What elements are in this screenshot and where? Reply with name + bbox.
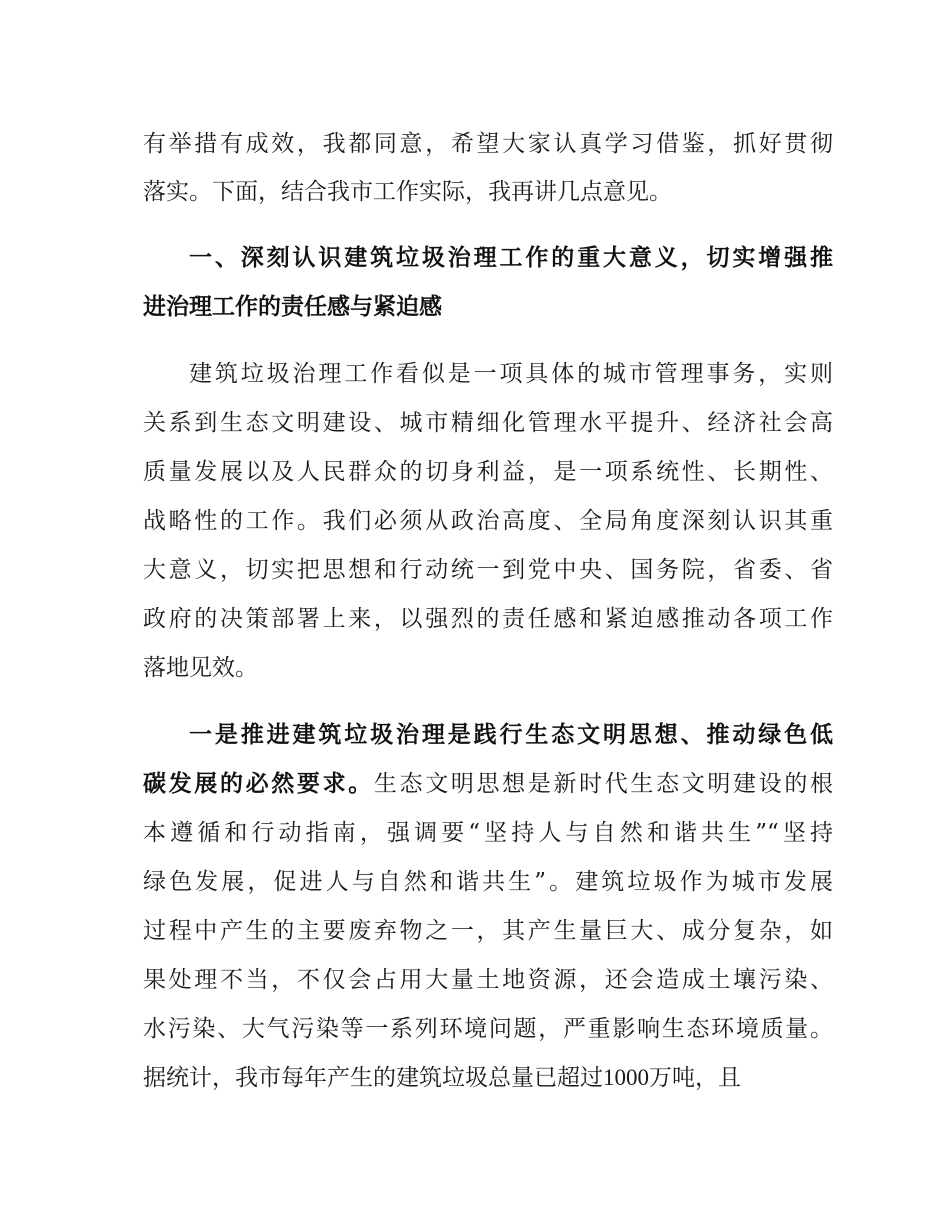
paragraph1-line-5: 大意义，切实把思想和行动统一到党中央、国务院，省委、省 <box>143 557 833 583</box>
paragraph2-line-7: 水污染、大气污染等一系列环境问题，严重影响生态环境质量。 <box>143 1016 833 1042</box>
paragraph1-line-7: 落地见效。 <box>143 655 258 681</box>
paragraph2-line-5: 过程中产生的主要废弃物之一，其产生量巨大、成分复杂，如 <box>143 918 833 944</box>
paragraph1-line-1: 建筑垃圾治理工作看似是一项具体的城市管理事务，实则 <box>189 361 833 387</box>
paragraph2-line-3: 本遵循和行动指南，强调要“坚持人与自然和谐共生”“坚持 <box>143 820 833 846</box>
section-heading-line-1: 一、深刻认识建筑垃圾治理工作的重大意义，切实增强推 <box>189 245 833 271</box>
intro-line-2: 落实。下面，结合我市工作实际，我再讲几点意见。 <box>143 179 672 205</box>
paragraph2-line-8-part-a: 据统计，我市每年产生的建筑垃圾总量已超过 <box>143 1065 603 1091</box>
paragraph1-line-4: 战略性的工作。我们必须从政治高度、全局角度深刻认识其重 <box>143 508 833 534</box>
paragraph2-bold-lead: 碳发展的必然要求。 <box>143 771 374 797</box>
section-heading-line-2: 进治理工作的责任感与紧迫感 <box>143 294 442 320</box>
paragraph1-line-2: 关系到生态文明建设、城市精细化管理水平提升、经济社会高 <box>143 410 833 436</box>
paragraph2-line-4: 绿色发展，促进人与自然和谐共生”。建筑垃圾作为城市发展 <box>143 869 833 895</box>
paragraph2-line-2-rest: 生态文明思想是新时代生态文明建设的根 <box>373 771 834 797</box>
paragraph1-line-3: 质量发展以及人民群众的切身利益，是一项系统性、长期性、 <box>143 459 833 485</box>
paragraph2-bold-line-1: 一是推进建筑垃圾治理是践行生态文明思想、推动绿色低 <box>189 722 833 748</box>
paragraph2-line-8-number: 1000 <box>603 1065 649 1090</box>
paragraph2-line-6: 果处理不当，不仅会占用大量土地资源，还会造成土壤污染、 <box>143 967 833 993</box>
paragraph2-line-2 <box>143 764 833 804</box>
paragraph2-line-8 <box>143 1058 833 1098</box>
paragraph1-line-6: 政府的决策部署上来，以强烈的责任感和紧迫感推动各项工作 <box>143 606 833 632</box>
paragraph2-line-8-part-b: 万吨，且 <box>649 1065 741 1091</box>
intro-line-1: 有举措有成效，我都同意，希望大家认真学习借鉴，抓好贯彻 <box>143 131 833 157</box>
